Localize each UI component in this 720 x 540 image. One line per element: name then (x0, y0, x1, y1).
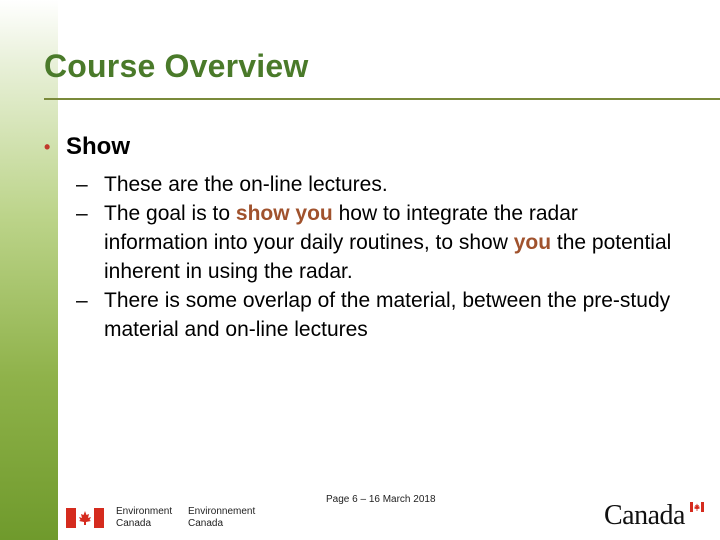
sub-bullet-item (76, 286, 676, 344)
page-info: Page 6 – 16 March 2018 (326, 494, 436, 505)
env-fr-line2: Canada (188, 518, 224, 529)
canada-flag-icon (66, 508, 104, 528)
title-divider (44, 98, 720, 100)
dash-icon: – (76, 173, 88, 196)
sub-bullet-text: The goal is to (104, 202, 236, 225)
env-en-line2: Canada (116, 518, 152, 529)
dash-icon: – (76, 202, 88, 225)
slide-title: Course Overview (44, 48, 309, 84)
env-en-line1: Environment (116, 506, 173, 517)
canada-wordmark: Canada (604, 500, 685, 531)
env-label-en (116, 506, 172, 530)
highlight-text: show you (235, 202, 333, 225)
environment-canada-logo (66, 506, 276, 532)
sub-bullet-text: There is some overlap of the material, between the pre-study material and on-line lectures (104, 289, 671, 341)
sub-bullet-text: the potential inherent in using the radar. (104, 231, 672, 283)
bullet-label: Show (66, 133, 130, 160)
dash-icon: – (76, 289, 88, 312)
bullet-dot-icon: • (44, 137, 51, 157)
sub-bullet-text: how to integrate the radar information into your daily routines, to show (104, 202, 578, 254)
sub-bullet-text: These are the on-line lectures. (104, 173, 388, 196)
env-label-fr (188, 506, 255, 530)
highlight-text: you (513, 231, 552, 254)
env-fr-line1: Environnement (188, 506, 256, 517)
sub-bullet-item (76, 199, 676, 286)
sub-bullet-item (76, 170, 676, 199)
wordmark-flag-icon (690, 500, 704, 514)
sub-bullet-list (76, 170, 676, 344)
